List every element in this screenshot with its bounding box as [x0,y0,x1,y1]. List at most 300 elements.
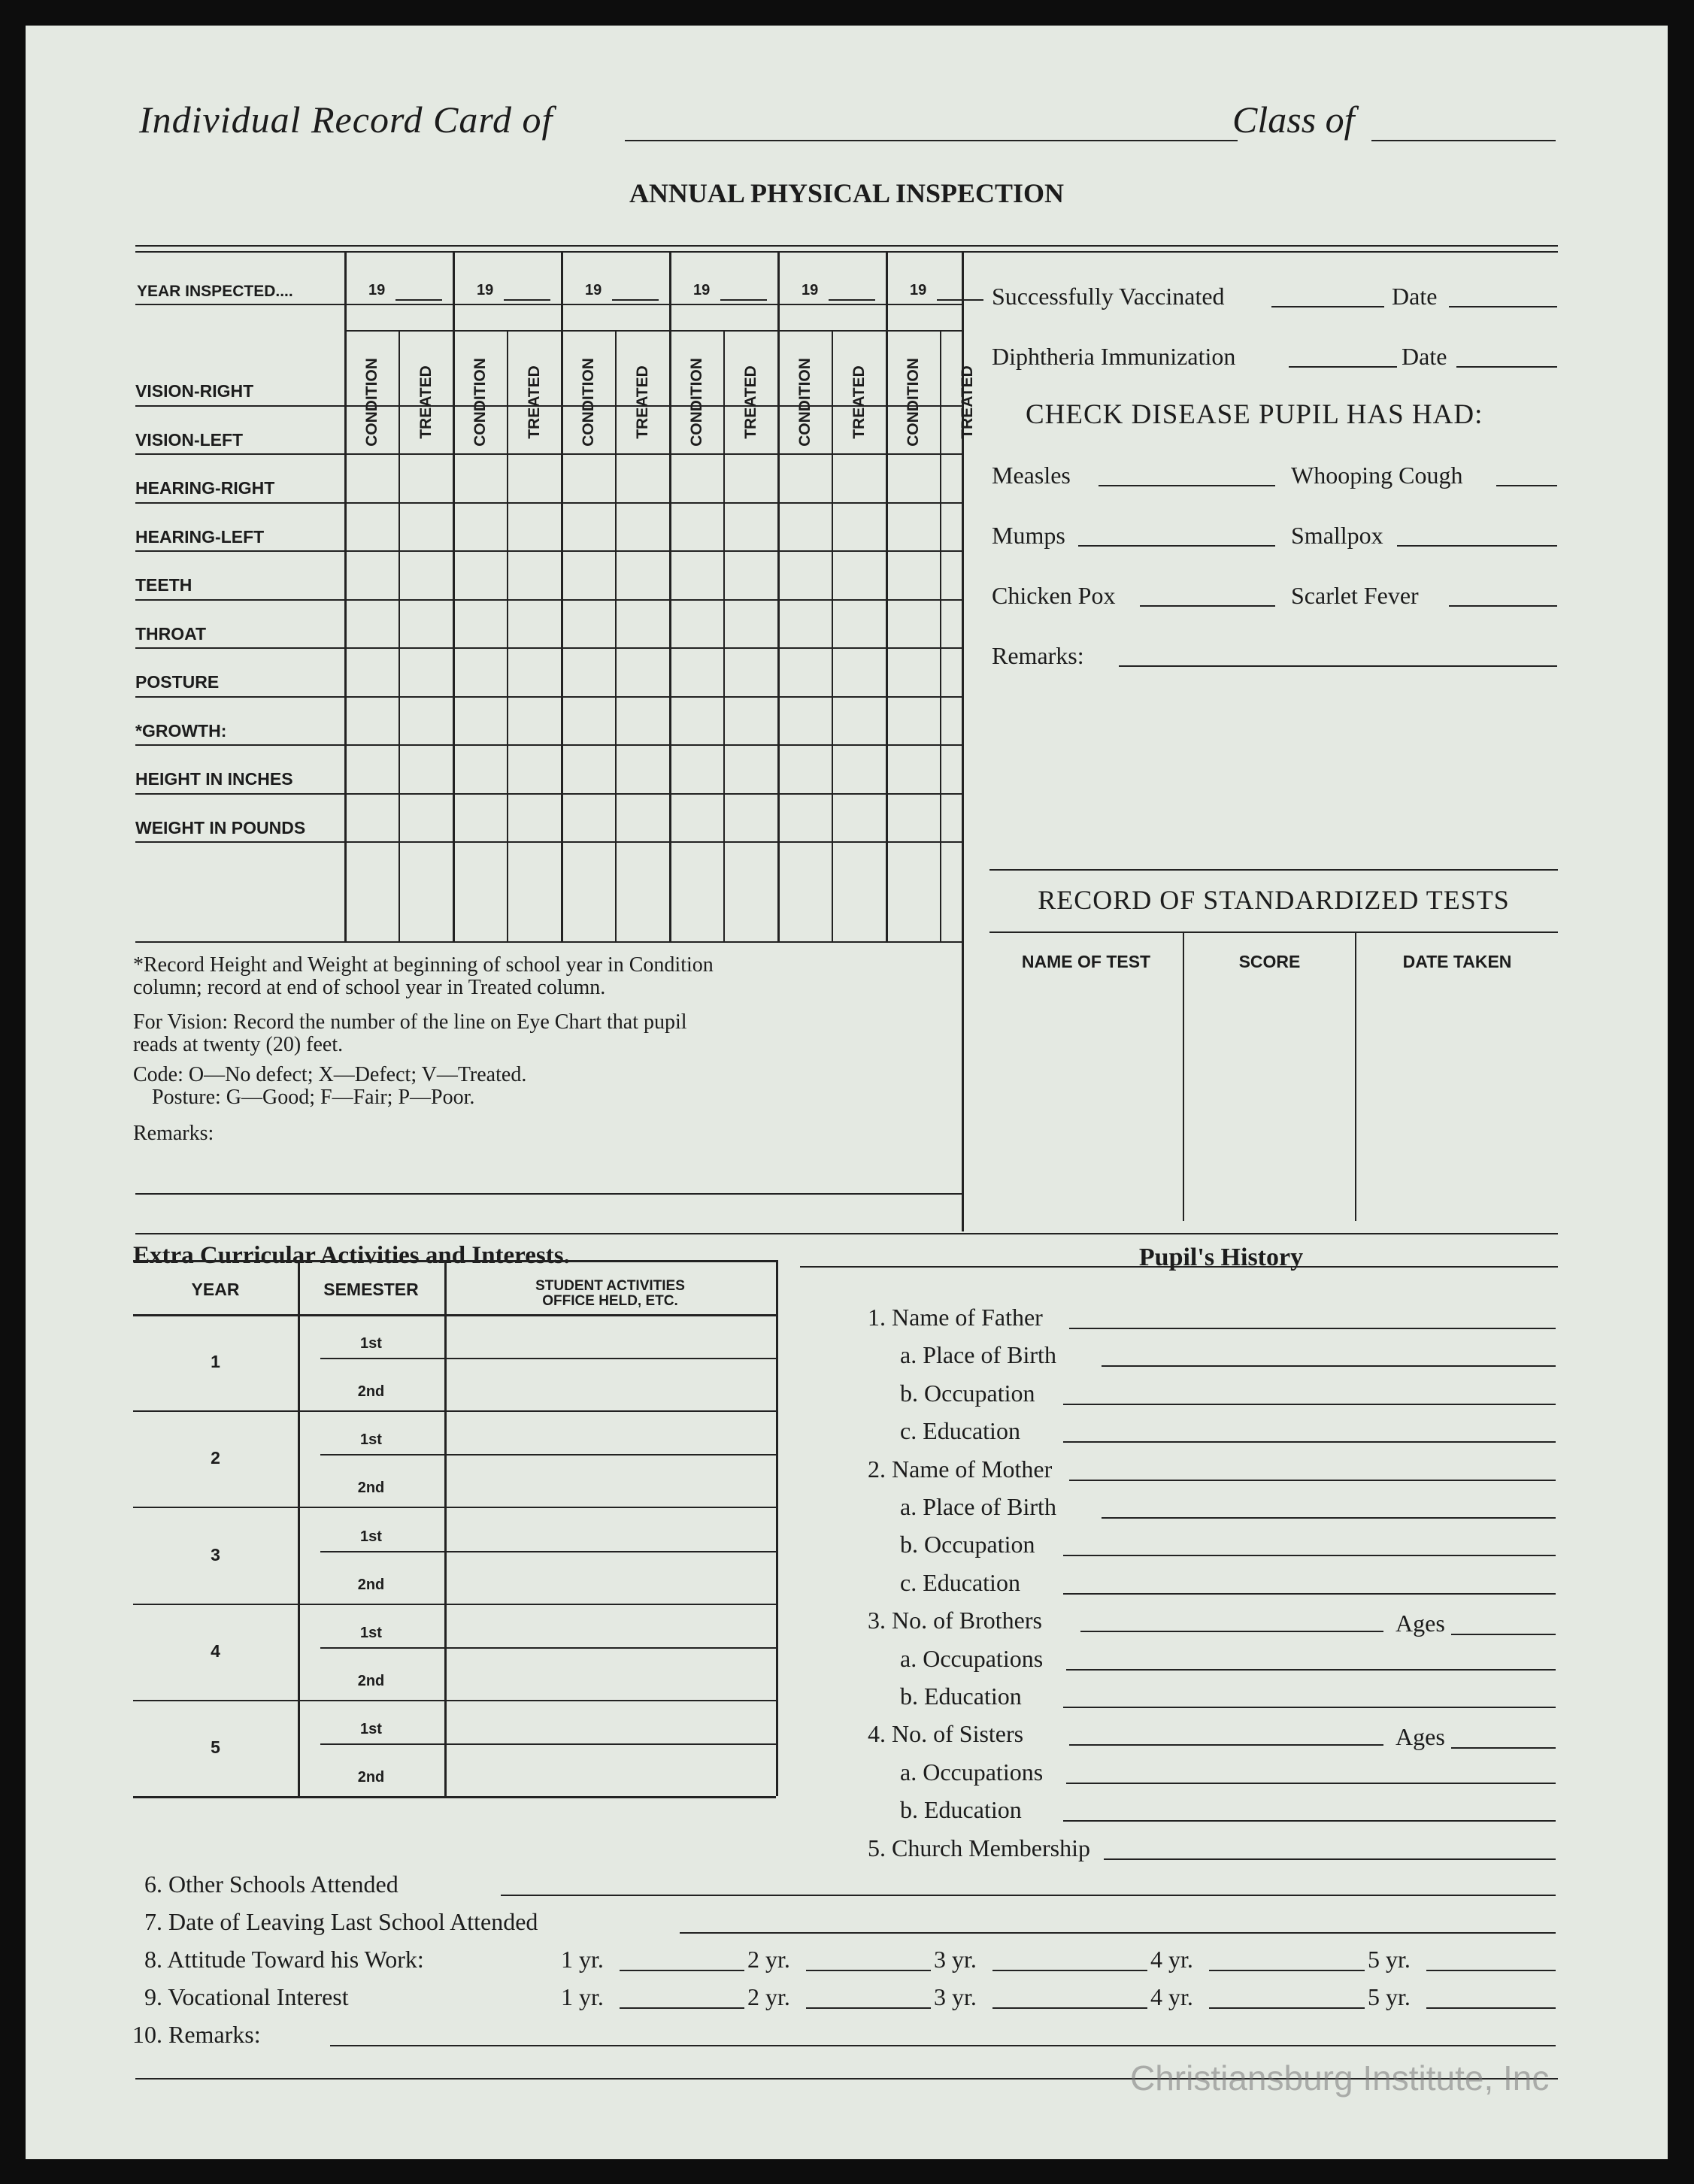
history-item: c. Education [900,1417,1020,1445]
inspection-cell[interactable] [617,456,668,500]
inspection-cell[interactable] [887,650,938,694]
history-line[interactable] [1063,1707,1556,1708]
inspection-cell[interactable] [617,747,668,791]
history-line[interactable] [1063,1820,1556,1822]
history-item: 2. Name of Mother [868,1455,1053,1483]
act-col-divider-2 [444,1260,447,1796]
inspection-row-label: THROAT [135,623,207,644]
history-line[interactable] [1069,1744,1384,1746]
condition-header: CONDITION [471,358,489,447]
diphtheria-date-label: Date [1402,343,1447,370]
inspection-row-label: POSTURE [135,672,220,692]
history-item: b. Education [900,1683,1022,1710]
activity-entry-2nd[interactable] [447,1557,773,1599]
note-vision-2: reads at twenty (20) feet. [133,1033,344,1056]
activity-entry-1st[interactable] [447,1607,773,1647]
history-item: 3. No. of Brothers [868,1607,1042,1634]
inspection-cell[interactable] [779,698,830,743]
inspection-cell[interactable] [725,747,776,791]
disease-mumps: Mumps [992,522,1065,549]
inspection-cell[interactable] [454,601,505,646]
inspection-cell[interactable] [346,698,397,743]
history-line[interactable] [1066,1669,1556,1671]
inspection-cell[interactable] [400,456,451,500]
tests-col-divider-1 [1183,932,1184,1221]
inspection-cell[interactable] [562,456,614,500]
act-semester-1st: 1st [360,1335,382,1353]
inspection-cell[interactable] [725,407,776,452]
history-line[interactable] [1102,1517,1556,1519]
inspection-cell[interactable] [887,795,938,840]
history-line[interactable] [1063,1555,1556,1556]
bottom-item: 9. Vocational Interest [144,1983,349,2010]
inspection-row-rule [135,599,962,601]
act-semester-2nd: 2nd [357,1480,385,1497]
disease-whooping-cough: Whooping Cough [1291,462,1463,489]
inspection-cell[interactable] [833,359,884,403]
bottom-item: 7. Date of Leaving Last School Attended [144,1908,538,1935]
mid-rule [135,1233,1558,1234]
act-semester-rule [320,1454,776,1455]
inspection-bottom-rule [135,941,962,943]
inspection-cell[interactable] [454,407,505,452]
inspection-cell[interactable] [346,553,397,597]
bottom-line[interactable] [330,2045,1556,2046]
subheader-rule [344,330,962,332]
year-prefix: 19 [368,282,386,298]
inspection-cell[interactable] [779,359,830,403]
watermark: Christiansburg Institute, Inc [1130,2058,1550,2098]
history-line[interactable] [1080,1631,1383,1632]
inspection-cell[interactable] [941,698,959,743]
year-blank[interactable] [937,299,983,301]
inspection-cell[interactable] [508,553,559,597]
condition-header: CONDITION [905,358,922,447]
card-title: Individual Record Card of [139,98,553,141]
act-row-rule [133,1700,776,1701]
inspection-cell[interactable] [671,747,722,791]
act-row-rule [133,1507,776,1508]
inspection-cell[interactable] [508,407,559,452]
inspection-cell[interactable] [887,601,938,646]
act-year: 4 [211,1640,220,1661]
year-prefix: 19 [477,282,494,298]
inspection-cell[interactable] [833,456,884,500]
inspection-cell[interactable] [508,698,559,743]
inspection-cell[interactable] [562,698,614,743]
bottom-line[interactable] [501,1895,1556,1896]
inspection-row-label: HEARING-LEFT [135,526,265,547]
vaccinated-label: Successfully Vaccinated [992,283,1225,310]
inspection-row-label: VISION-RIGHT [135,381,254,401]
inspection-cell[interactable] [941,601,959,646]
inspection-cell[interactable] [454,698,505,743]
vaccinated-date-line[interactable] [1449,306,1557,307]
inspection-cell[interactable] [346,407,397,452]
year-label: 5 yr. [1368,1946,1411,1973]
inspection-cell[interactable] [454,553,505,597]
inspection-cell[interactable] [400,553,451,597]
year-prefix: 19 [802,282,819,298]
tests-col-name: NAME OF TEST [1021,952,1151,971]
diphtheria-date-line[interactable] [1456,366,1557,368]
inspection-cell[interactable] [887,747,938,791]
year-prefix: 19 [693,282,711,298]
inspection-cell[interactable] [779,650,830,694]
inspection-cell[interactable] [671,456,722,500]
inspection-cell[interactable] [671,601,722,646]
inspection-cell[interactable] [454,456,505,500]
history-ages-label: Ages [1396,1723,1445,1751]
inspection-cell[interactable] [671,553,722,597]
inspection-cell[interactable] [725,553,776,597]
year-label: 1 yr. [561,1983,604,2010]
inspection-row-rule [135,696,962,698]
year-label: 3 yr. [934,1983,977,2010]
inspection-cell[interactable] [887,553,938,597]
name-line[interactable] [625,140,1238,141]
treated-header: TREATED [526,365,543,439]
tests-col-score: SCORE [1238,952,1301,971]
inspection-cell[interactable] [725,795,776,840]
act-bottom-rule [133,1796,776,1798]
history-top-rule [800,1266,1558,1268]
inspection-cell[interactable] [779,747,830,791]
note-remarks: Remarks: [133,1122,214,1145]
tests-top-rule [989,869,1558,871]
history-heading: Pupil's History [1138,1243,1304,1271]
act-semester-rule [320,1743,776,1745]
inspection-row-label: TEETH [135,575,192,595]
inspection-row-rule [135,550,962,552]
year-line[interactable] [1209,1970,1365,1971]
inspection-cell[interactable] [941,795,959,840]
year-label: 2 yr. [747,1983,790,2010]
inspection-cell[interactable] [671,407,722,452]
inspection-cell[interactable] [400,407,451,452]
inspection-cell[interactable] [833,504,884,549]
act-year: 3 [211,1544,220,1565]
treated-header: TREATED [417,365,435,439]
act-semester-rule [320,1647,776,1649]
inspection-cell[interactable] [617,698,668,743]
condition-header: CONDITION [796,358,814,447]
activity-entry-2nd[interactable] [447,1749,773,1792]
inspection-cell[interactable] [833,698,884,743]
inspection-cell[interactable] [941,553,959,597]
vaccinated-date-label: Date [1392,283,1438,310]
inspection-cell[interactable] [400,747,451,791]
inspection-cell[interactable] [779,456,830,500]
inspection-cell[interactable] [508,456,559,500]
inspection-cell[interactable] [346,504,397,549]
act-semester-1st: 1st [360,1720,382,1737]
inspection-cell[interactable] [887,504,938,549]
inspection-cell[interactable] [833,747,884,791]
bottom-item: 10. Remarks: [132,2021,261,2048]
history-line[interactable] [1069,1328,1556,1329]
inspection-row-label: HEARING-RIGHT [135,478,275,498]
year-label: 4 yr. [1150,1983,1193,2010]
inspection-cell[interactable] [617,407,668,452]
act-col-semester: SEMESTER [323,1280,419,1299]
vaccinated-line[interactable] [1271,306,1384,307]
history-line[interactable] [1063,1593,1556,1595]
year-blank[interactable] [395,299,442,301]
activity-entry-2nd[interactable] [447,1653,773,1695]
inspection-cell[interactable] [887,359,938,403]
inspection-cell[interactable] [346,650,397,694]
activities-heading: Extra Curricular Activities and Interests. [133,1242,570,1269]
inspection-row-rule [135,405,962,407]
class-line[interactable] [1371,140,1556,141]
inspection-cell[interactable] [725,650,776,694]
history-line[interactable] [1104,1858,1556,1860]
inspection-cell[interactable] [617,553,668,597]
disease-measles: Measles [992,462,1071,489]
inspection-cell[interactable] [887,407,938,452]
year-blank[interactable] [612,299,659,301]
inspection-cell[interactable] [941,650,959,694]
act-semester-2nd: 2nd [357,1672,385,1689]
inspection-cell[interactable] [400,359,451,403]
health-remarks-line[interactable] [1119,665,1557,667]
act-row-rule [133,1604,776,1605]
year-label: 4 yr. [1150,1946,1193,1973]
inspection-cell[interactable] [671,504,722,549]
act-semester-1st: 1st [360,1431,382,1449]
history-ages-label: Ages [1396,1610,1445,1637]
inspection-cell[interactable] [725,359,776,403]
top-rule-2 [135,251,1558,253]
bottom-item: 6. Other Schools Attended [144,1870,398,1898]
inspection-cell[interactable] [941,359,959,403]
inspection-cell[interactable] [346,359,397,403]
inspection-cell[interactable] [725,504,776,549]
condition-header: CONDITION [688,358,705,447]
inspection-cell[interactable] [941,456,959,500]
inspection-cell[interactable] [508,795,559,840]
inspection-cell[interactable] [562,504,614,549]
inspection-cell[interactable] [779,601,830,646]
year-line[interactable] [992,1970,1147,1971]
inspection-cell[interactable] [833,407,884,452]
inspection-cell[interactable] [562,650,614,694]
inspection-cell[interactable] [400,698,451,743]
inspection-cell[interactable] [725,456,776,500]
inspection-cell[interactable] [346,795,397,840]
inspection-cell[interactable] [725,698,776,743]
measles-line[interactable] [1099,485,1275,486]
year-label: 5 yr. [1368,1983,1411,2010]
mumps-line[interactable] [1078,545,1275,547]
note-vision-1: For Vision: Record the number of the line on Eye Chart that pupil [133,1010,687,1034]
inspection-cell[interactable] [508,504,559,549]
history-item: b. Education [900,1796,1022,1824]
inspection-cell[interactable] [887,698,938,743]
activity-entry-2nd[interactable] [447,1460,773,1502]
inspection-cell[interactable] [400,650,451,694]
whooping-line[interactable] [1496,485,1557,486]
inspection-cell[interactable] [779,407,830,452]
inspection-cell[interactable] [454,795,505,840]
inspection-cell[interactable] [779,553,830,597]
year-line[interactable] [806,1970,931,1971]
activity-entry-1st[interactable] [447,1703,773,1743]
inspection-cell[interactable] [833,795,884,840]
year-inspected-label: YEAR INSPECTED.... [137,283,293,300]
act-year: 2 [211,1448,220,1468]
inspection-cell[interactable] [508,650,559,694]
inspection-cell[interactable] [454,747,505,791]
history-line[interactable] [1069,1480,1556,1481]
inspection-cell[interactable] [725,601,776,646]
act-row-rule [133,1410,776,1412]
act-semester-rule [320,1551,776,1552]
inspection-cell[interactable] [562,795,614,840]
inspection-cell[interactable] [400,504,451,549]
inspection-cell[interactable] [887,456,938,500]
history-item: 4. No. of Sisters [868,1720,1024,1748]
inspection-cell[interactable] [400,795,451,840]
class-label: Class of [1232,98,1355,141]
inspection-cell[interactable] [454,650,505,694]
inspection-row-rule [135,502,962,504]
inspection-cell[interactable] [346,456,397,500]
act-right-border [776,1260,778,1796]
history-item: b. Occupation [900,1531,1035,1558]
year-blank[interactable] [504,299,550,301]
history-line[interactable] [1102,1365,1556,1367]
smallpox-line[interactable] [1397,545,1557,547]
inspection-row-label: VISION-LEFT [135,429,244,450]
activity-entry-1st[interactable] [447,1510,773,1550]
inspection-cell[interactable] [346,747,397,791]
inspection-row-rule [135,647,962,649]
inspection-cell[interactable] [508,601,559,646]
act-semester-rule [320,1358,776,1359]
inspection-cell[interactable] [562,553,614,597]
year-blank[interactable] [720,299,767,301]
inspection-cell[interactable] [617,795,668,840]
inspection-row-label: *GROWTH: [135,720,227,741]
inspection-cell[interactable] [562,747,614,791]
inspection-row-rule [135,453,962,455]
scarlet-line[interactable] [1449,605,1557,607]
inspection-row-label: HEIGHT IN INCHES [135,769,293,789]
inspection-row-rule [135,841,962,843]
inspection-cell[interactable] [400,601,451,646]
treated-header: TREATED [742,365,759,439]
bottom-item: 8. Attitude Toward his Work: [144,1946,424,1973]
year-line[interactable] [1426,1970,1556,1971]
inspection-cell[interactable] [562,407,614,452]
note-code-2: Posture: G—Good; F—Fair; P—Poor. [152,1086,475,1109]
year-prefix: 19 [910,282,927,298]
act-semester-1st: 1st [360,1528,382,1545]
history-item: a. Place of Birth [900,1341,1056,1369]
year-line[interactable] [620,1970,744,1971]
inspection-cell[interactable] [454,504,505,549]
year-line[interactable] [1209,2007,1365,2009]
inspection-row-label: WEIGHT IN POUNDS [135,817,306,838]
history-line[interactable] [1063,1441,1556,1443]
inspection-cell[interactable] [346,601,397,646]
condition-header: CONDITION [580,358,597,447]
history-line[interactable] [1066,1783,1556,1784]
treated-header: TREATED [634,365,651,439]
inspection-row-rule [135,793,962,795]
bottom-line[interactable] [680,1932,1556,1934]
activity-entry-1st[interactable] [447,1413,773,1454]
inspection-cell[interactable] [833,650,884,694]
record-card [26,26,1668,2159]
year-line[interactable] [992,2007,1147,2009]
inspection-cell[interactable] [941,747,959,791]
tests-col-divider-2 [1355,932,1356,1221]
activity-entry-2nd[interactable] [447,1364,773,1406]
history-item: 1. Name of Father [868,1304,1043,1331]
year-line[interactable] [620,2007,744,2009]
inspection-cell[interactable] [508,359,559,403]
act-header-rule [133,1314,776,1316]
inspection-cell[interactable] [779,504,830,549]
inspection-row-rule [135,744,962,746]
year-prefix: 19 [585,282,602,298]
disease-heading: CHECK DISEASE PUPIL HAS HAD: [1026,399,1483,430]
year-line[interactable] [806,2007,931,2009]
inspection-cell[interactable] [617,650,668,694]
history-item: a. Place of Birth [900,1493,1056,1520]
inspection-cell[interactable] [671,698,722,743]
inspection-cell[interactable] [941,504,959,549]
inspection-cell[interactable] [562,359,614,403]
inspection-cell[interactable] [617,601,668,646]
year-blank[interactable] [829,299,875,301]
act-year: 5 [211,1737,220,1757]
inspection-cell[interactable] [671,359,722,403]
inspection-cell[interactable] [454,359,505,403]
inspection-cell[interactable] [671,650,722,694]
activity-entry-1st[interactable] [447,1317,773,1358]
disease-chicken-pox: Chicken Pox [992,582,1116,609]
year-label: 3 yr. [934,1946,977,1973]
inspection-cell[interactable] [562,601,614,646]
left-bottom-rule [135,1193,962,1195]
note-code-1: Code: O—No defect; X—Defect; V—Treated. [133,1063,527,1086]
history-ages-line[interactable] [1451,1634,1556,1635]
history-ages-line[interactable] [1451,1747,1556,1749]
chicken-pox-line[interactable] [1140,605,1275,607]
history-item: c. Education [900,1568,1020,1596]
inspection-cell[interactable] [617,504,668,549]
inspection-cell[interactable] [833,601,884,646]
diphtheria-line[interactable] [1289,366,1397,368]
act-col-activities-1: STUDENT ACTIVITIES [535,1278,685,1294]
top-rule [135,245,1558,247]
inspection-cell[interactable] [671,795,722,840]
inspection-cell[interactable] [941,407,959,452]
inspection-cell[interactable] [833,553,884,597]
history-item: a. Occupations [900,1644,1044,1672]
inspection-cell[interactable] [508,747,559,791]
year-line[interactable] [1426,2007,1556,2009]
disease-smallpox: Smallpox [1291,522,1383,549]
act-col-activities-2: OFFICE HELD, ETC. [542,1293,678,1309]
inspection-cell[interactable] [779,795,830,840]
history-line[interactable] [1063,1404,1556,1405]
inspection-cell[interactable] [617,359,668,403]
